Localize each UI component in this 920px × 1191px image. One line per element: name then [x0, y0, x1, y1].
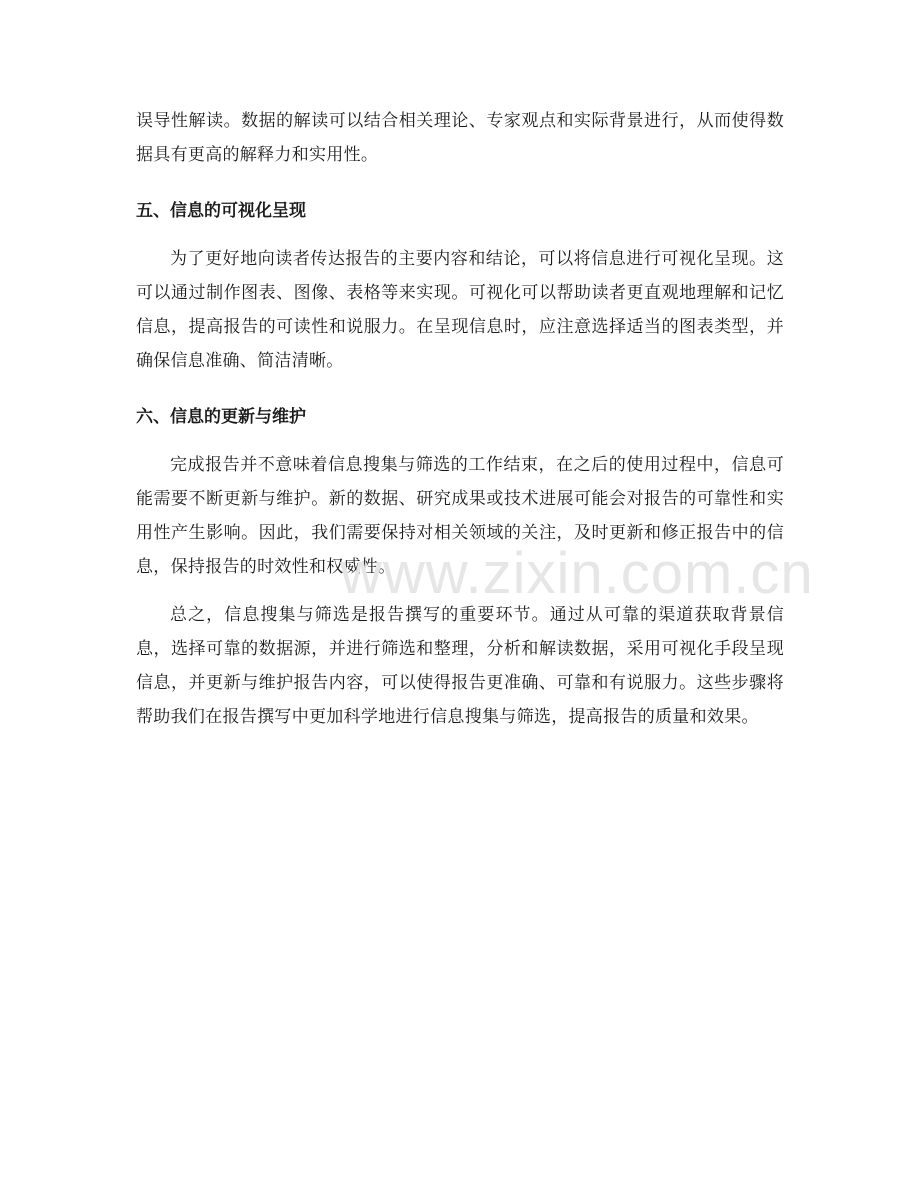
section-heading-update: 六、信息的更新与维护 [136, 407, 306, 427]
intro-paragraph: 误导性解读。数据的解读可以结合相关理论、专家观点和实际背景进行，从而使得数据具有更高的解释力和实用性。 [136, 111, 784, 165]
document-body [136, 104, 784, 734]
visualization-paragraph: 为了更好地向读者传达报告的主要内容和结论，可以将信息进行可视化呈现。这可以通过制作图表、图像、表格等来实现。可视化可以帮助读者更直观地理解和记忆信息，提高报告的可读性和说服力。在呈现信息时，应注意选择适当的图表类型，并确保信息准确、简洁清晰。 [136, 249, 784, 371]
conclusion-paragraph: 总之，信息搜集与筛选是报告撰写的重要环节。通过从可靠的渠道获取背景信息，选择可靠的数据源，并进行筛选和整理，分析和解读数据，采用可视化手段呈现信息，并更新与维护报告内容，可以使得报告更准确、可靠和有说服力。这些步骤将帮助我们在报告撰写中更加科学地进行信息搜集与筛选，提高报告的质量和效果。 [136, 605, 784, 727]
section-heading-visualization: 五、信息的可视化呈现 [136, 201, 306, 221]
watermark: www.zixin.com.cn [340, 541, 814, 606]
update-paragraph: 完成报告并不意味着信息搜集与筛选的工作结束，在之后的使用过程中，信息可能需要不断更新与维护。新的数据、研究成果或技术进展可能会对报告的可靠性和实用性产生影响。因此，我们需要保持对相关领域的关注，及时更新和修正报告中的信息，保持报告的时效性和权威性。 [136, 455, 784, 577]
